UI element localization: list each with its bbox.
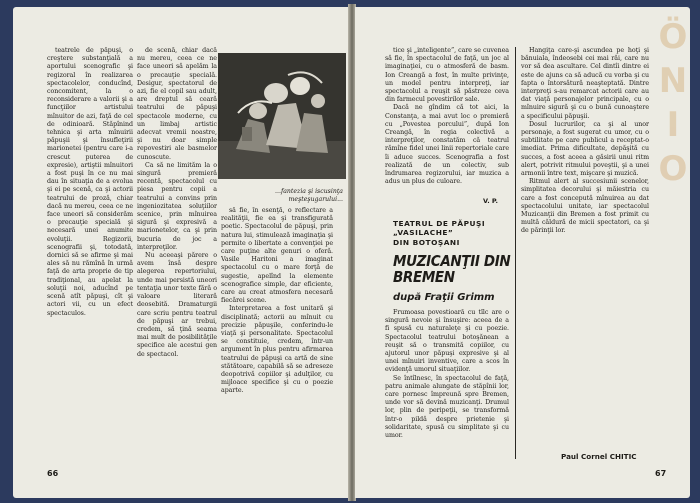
photo-caption: ...fantezia şi iscusinţa meşteşugarului... xyxy=(275,188,343,203)
paragraph: Se întîlnesc, în spectacolul de faţă, patru animale alungate de stăpînii lor, care pornesc împreună spre Bremen, unde vor să devină muzicanţi. Drumul lor, plin de peripeţii, se transformă într-o pildă despre prietenie şi solidaritate, spusă cu simplitate şi cu umor. xyxy=(385,374,509,440)
right-page-column-2 xyxy=(521,47,649,452)
left-page-column-2 xyxy=(137,47,217,452)
right-page xyxy=(355,7,690,498)
paragraph: Ca să ne limităm la o singură premieră recentă, spectacolul cu piesa pentru copii a teatrului a convins prin ingeniozitatea soluţiilor scenice, prin mînuirea sigură şi expresivă a marionetelor, ca şi prin bucuria de joc a interpreţilor. xyxy=(137,161,217,251)
paragraph: tice şi „inteligente”, care se cuvenea să fie, în spectacolul de faţă, un joc al imaginaţiei, cu o atmosferă de basm. Ion Creangă a fost, în multe privinţe, un model pentru interpreţi, iar spectacolul a reuşit să păstreze ceva din farmecul povestirilor sale. xyxy=(385,47,509,104)
paragraph: de scenă, chiar dacă nu mereu, ceea ce ne face uneori să apelăm la o precauţie specială. Desigur, spectatorul de azi, fie el copil sau adult, are dreptul să ceară teatrului de păpuşi spectacole moderne, cu un limbaj artistic adecvat vremii noastre, şi nu doar simple repovestiri ale basmelor cunoscute. xyxy=(137,47,217,161)
page-number-right: 67 xyxy=(655,469,667,478)
left-page-column-1 xyxy=(47,47,133,452)
paragraph: Ritmul alert al succesiunii scenelor, simplitatea decorului şi măiestria cu care a fost concepută mînuirea au dat spectacolului unitate, iar spectacolul Muzicanţii din Bremen a fost primit cu multă căldură de micii spectatori, ca şi de părinţii lor. xyxy=(521,178,649,235)
title-line: BREMEN xyxy=(393,268,455,286)
magazine-spread xyxy=(5,0,695,503)
article-title xyxy=(393,253,546,285)
author-signature: Paul Cornel CHITIC xyxy=(561,452,637,461)
page-number-left: 66 xyxy=(47,469,59,478)
paragraph: Dacă ne gîndim că tot aici, la Constanţa, a mai avut loc o premieră cu „Povestea porcului”, după Ion Creangă, în regia colectivă a interpreţilor, constatăm că teatrul rămîne fidel unei linii repertoriale care îi aduce succes. Scenografia a fost realizată de un colectiv, sub îndrumarea regizorului, iar muzica a adus un plus de culoare. xyxy=(385,104,509,186)
puppet-photo-illustration xyxy=(218,53,346,179)
right-page-column-3 xyxy=(385,309,509,459)
theater-line: DIN BOTOŞANI xyxy=(393,237,460,247)
left-page-column-3 xyxy=(221,207,333,457)
paragraph: Interpretarea a fost unitară şi disciplinată; actorii au mînuit cu precizie păpuşile, conferindu-le viaţă şi personalitate. Spectacolul se constituie, credem, într-un argument în plus pentru afirmarea teatrului de păpuşi ca artă de sine stătătoare, capabilă să se adreseze deopotrivă copiilor şi adulţilor, cu mijloace specifice şi cu o poezie aparte. xyxy=(221,305,333,395)
theater-line: „VASILACHE” xyxy=(393,228,454,238)
paragraph: Nu aceeaşi părere o avem însă despre alegerea repertoriului, unde mai persistă uneori tentaţia unor texte fără o valoare literară deosebită. Dramaturgii care scriu pentru teatrul de păpuşi ar trebui, credem, să ţină seama mai mult de posibilităţile specifice ale acestui gen de spectacol. xyxy=(137,252,217,358)
paragraph: să fie, în esenţă, o reflectare a realităţii, fie ea şi transfigurată poetic. Spectacolul de păpuşi, prin natura lui, stimulează imaginaţia şi permite o libertate a convenţiei pe care puţine alte genuri o oferă. Vasile Haritoni a imaginat spectacolul cu o mare forţă de sugestie, apelînd la elemente scenografice simple, dar eficiente, care au creat atmosfera necesară fiecărei scene. xyxy=(221,207,333,305)
paragraph: teatrele de păpuşi, o creştere substanţială a aportului scenografic şi regizoral în realizarea spectacolelor, conducînd, concomitent, la o reconsiderare a valorii şi a funcţiilor artistului mînuitor de azi, faţă de cel de odinioară. Stăpînind tehnica şi arta mînuirii păpuşii şi însufleţirii marionetei (pentru care i-a crescut puterea de expresie), artiştii mînuitori a fost puşi în ce nu mai dau în situaţia de a evolua şi ei pe scenă, ca şi actorii teatrului de proză, chiar dacă nu mereu, ceea ce ne face uneori să considerăm o precauţie specială şi necesară unei anumite evoluţii. Regizorii, scenografii şi, totodată, dornici să se afirme şi mai ales să nu rămînă în urmă faţă de arta proprie de tip tradiţional, au apelat la soluţii noi, aducînd pe scenă atît păpuşi, cît şi actori vii, cu un efect spectaculos. xyxy=(47,47,133,317)
right-page-column-1 xyxy=(385,47,509,193)
title-line: MUZICANŢII DIN xyxy=(393,252,511,270)
author-initials: V. P. xyxy=(483,197,498,205)
article-subtitle: după Fraţii Grimm xyxy=(393,292,495,303)
puppet-photo xyxy=(218,53,346,179)
paragraph: Hangiţa care-şi ascundea pe hoţi şi bănuiala, îndeosebi cei mai răi, care nu vor să dea ascultare. Cel dintîi dintre ei este de ajuns ca să aducă cu vorba şi cu fapta o întorsătură neaşteptată. Dintre interpreţi s-au remarcat actorii care au dat viaţă personajelor principale, cu o mînuire sigură şi cu o bună cunoaştere a specificului păpuşii. xyxy=(521,47,649,120)
paragraph: Dosul lucrurilor, ca şi al unor personaje, a fost sugerat cu umor, cu o subtilitate pe care publicul a receptat-o imediat. Prima dificultate, depăşită cu succes, a fost aceea a găsirii unui ritm alert, potrivit ritmului poveştii, şi a unei armonii între text, mişcare şi muzică. xyxy=(521,120,649,178)
bleed-through-lettering: Ö N I O xyxy=(658,17,688,189)
theater-line: TEATRUL DE PĂPUŞI xyxy=(393,219,486,228)
paragraph: Frumoasa povestioară cu tîlc are o singură nevoie şi însuşire: aceea de a fi spusă cu naturaleţe şi cu poezie. Spectacolul teatrului botoşănean a reuşit să o transmită copiilor, cu ajutorul unor păpuşi expresive şi al unei mînuiri inventive, care a scos în evidenţă umorul situaţiilor. xyxy=(385,309,509,374)
left-page xyxy=(13,7,349,498)
theater-name xyxy=(393,219,553,247)
